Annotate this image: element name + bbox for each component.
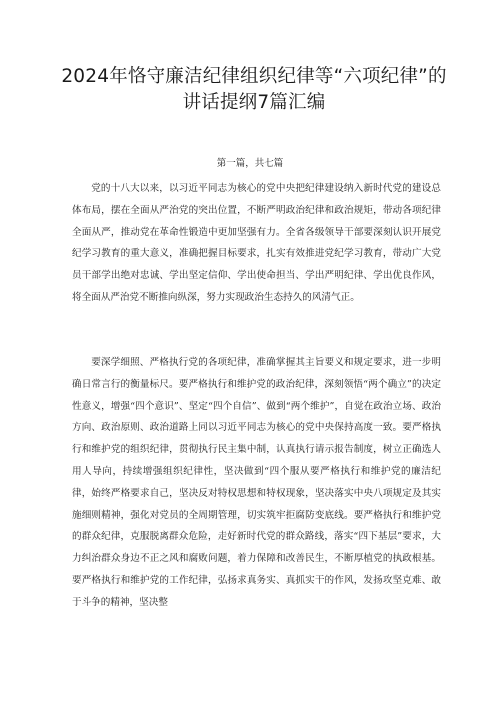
document-title: 2024年恪守廉洁纪律组织纪律等“六项纪律”的讲话提纲7篇汇编 <box>61 66 447 113</box>
paragraph-2: 要深学细照、严格执行党的各项纪律，准确掌握其主旨要义和规定要求，进一步明确日常言行的衡量标尺。要严格执行和维护党的政治纪律，深刻领悟“两个确立”的决定性意义，增强“四个意识”、坚定“四个自信”、做到“两个维护”，自觉在政治立场、政治方向、政治原则、政治道路上同以习近平同志为核心的党中央保持高度一致。要严格执行和维护党的组织纪律，贯彻执行民主集中制，认真执行请示报告制度，树立正确选人用人导向，持续增强组织纪律性，坚决做到“四个服从要严格执行和维护党的廉洁纪律，始终严格要求自己，坚决反对特权思想和特权现象，坚决落实中央八项规定及其实施细则精神，强化对党员的全周期管理，切实筑牢拒腐防变底线。要严格执行和维护党的群众纪律，克服脱离群众危险，走好新时代党的群众路线，落实“四下基层”要求，大力纠治群众身边不正之风和腐败问题，着力保障和改善民生，不断厚植党的执政根基。要严格执行和维护党的工作纪律，弘扬求真务实、真抓实干的作风，发扬攻坚克难、敢于斗争的精神，坚决整 <box>72 357 441 608</box>
paragraph-1: 党的十八大以来，以习近平同志为核心的党中央把纪律建设纳入新时代党的建设总体布局，摆在全面从严治党的突出位置，不断严明政治纪律和政治规矩，带动各项纪律全面从严，推动党在革命性锻造中更加坚强有力。全省各级领导干部要深刻认识开展党纪学习教育的重大意义，准确把握目标要求，扎实有效推进党纪学习教育，带动广大党员干部学出绝对忠诚、学出坚定信仰、学出使命担当、学出严明纪律、学出优良作风，将全面从严治党不断推向纵深，努力实现政治生态持久的风清气正。 <box>72 183 441 303</box>
section-heading: 第一篇，共七篇 <box>216 158 284 169</box>
